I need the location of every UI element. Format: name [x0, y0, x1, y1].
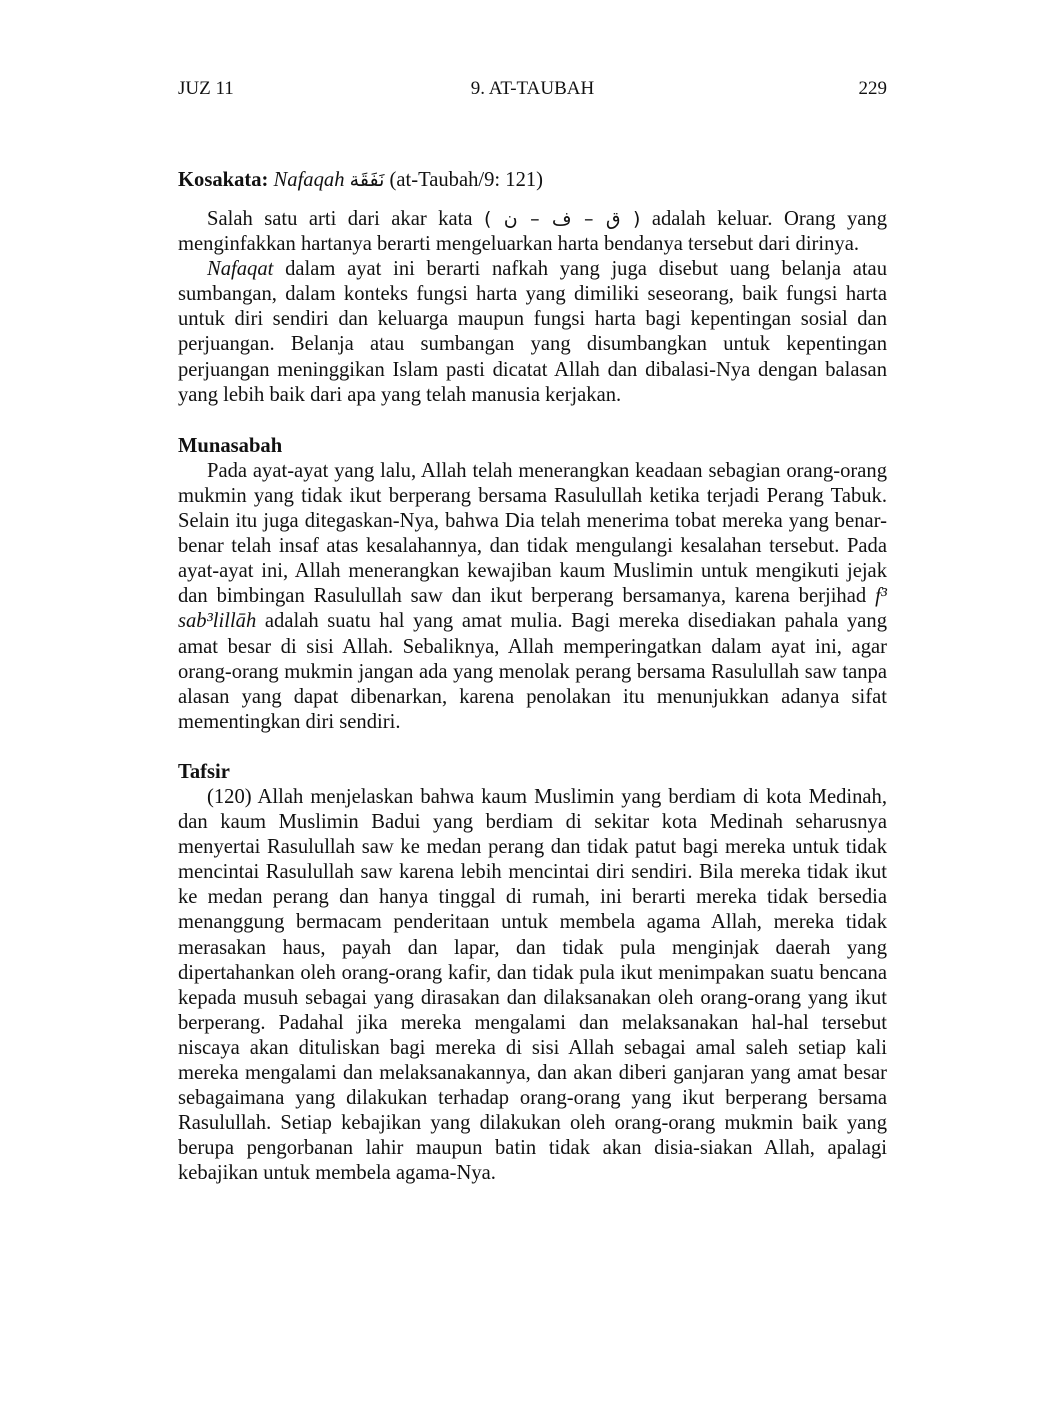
- nafaqat-term: Nafaqat: [207, 258, 274, 281]
- running-header: [178, 74, 887, 104]
- surah-title: 9. AT-TAUBAH: [470, 78, 595, 99]
- page-body: [178, 164, 887, 1186]
- kosakata-paragraph-2: [178, 257, 887, 408]
- page-number: 229: [858, 78, 887, 99]
- kosakata-heading: [178, 164, 887, 197]
- tafsir-paragraph: (120) Allah menjelaskan bahwa kaum Muslimin yang berdiam di kota Medinah, dan kaum Muslimin Badui yang berdiam di sekitar kota Medinah seharusnya menyertai Rasulullah saw ke medan perang dan tidak patut bagi mereka untuk tidak mencintai Rasulullah saw karena lebih mencintai diri sendiri. Bila mereka tidak ikut ke medan perang dan hanya tinggal di rumah, ini berarti mereka tidak bersedia menanggung bermacam penderitaan untuk membela agama Allah, mereka tidak merasakan haus, payah dan lapar, dan tidak pula menginjak daerah yang dipertahankan oleh orang-orang kafir, dan tidak pula ikut menimpakan suatu bencana kepada musuh sebagai yang dirasakan dan dilaksanakan oleh orang-orang yang ikut berperang. Padahal jika mereka mengalami dan melaksanakan hal-hal tersebut niscaya akan dituliskan bagi mereka di sisi Allah sebagai amal saleh setiap kali mereka mengalami dan melaksanakannya, dan akan diberi ganjaran yang amat besar sebagaimana yang dilakukan terhadap orang-orang yang ikut berperang bersama Rasulullah. Setiap kebajikan yang dilakukan oleh orang-orang mukmin baik yang berupa pengorbanan lahir maupun batin tidak akan disia-siakan Allah, apalagi kebajikan untuk membela agama-Nya.: [178, 785, 887, 1185]
- juz-label: JUZ 11: [178, 78, 234, 99]
- munasabah-title: Munasabah: [178, 434, 283, 457]
- kosakata-arabic: نَفَقَة: [349, 169, 385, 191]
- munasabah-text-b: adalah suatu hal yang amat mulia. Bagi mereka disediakan pahala yang amat besar di sisi Allah. Sebaliknya, Allah memperingatkan dalam ayat ini, agar orang-orang mukmin jangan ada yang menolak perang bersama Rasulullah saw tanpa alasan yang dapat dibenarkan, karena penolakan itu menunjukkan adanya sifat mementingkan diri sendiri.: [178, 610, 887, 733]
- kosakata-p2-text: dalam ayat ini berarti nafkah yang juga disebut uang belanja atau sumbangan, dalam konteks fungsi harta yang dimiliki seseorang, baik fungsi harta untuk diri sendiri dan keluarga maupun fungsi harta bagi kepentingan sosial dan perjuangan. Belanja atau sumbangan yang disumbangkan untuk kepentingan perjuangan meninggikan Islam pasti dicatat Allah dan dibalasi-Nya dengan balasan yang lebih baik dari apa yang telah manusia kerjakan.: [178, 258, 887, 406]
- kosakata-term: Nafaqah: [273, 169, 345, 191]
- root-letters: ( ق – ف – ن ): [483, 208, 641, 230]
- kosakata-label: Kosakata:: [178, 169, 269, 191]
- munasabah-paragraph: [178, 459, 887, 735]
- kosakata-paragraph-1: [178, 207, 887, 257]
- kosakata-p1-text-b: adalah keluar. Orang yang menginfakkan hartanya berarti mengeluarkan harta bendanya tersebut dari dirinya.: [178, 208, 887, 256]
- kosakata-reference: (at-Taubah/9: 121): [389, 169, 544, 191]
- fi-sabilillah-term: f³ sab³lillāh: [178, 585, 887, 633]
- munasabah-text-a: Pada ayat-ayat yang lalu, Allah telah menerangkan keadaan sebagian orang-orang mukmin yang tidak ikut berperang bersama Rasulullah ketika terjadi Perang Tabuk. Selain itu juga ditegaskan-Nya, bahwa Dia telah menerima tobat mereka yang benar-benar telah insaf atas kesalahannya, dan tidak mengulangi kesalahan tersebut. Pada ayat-ayat ini, Allah menerangkan kewajiban kaum Muslimin untuk mengikuti jejak dan bimbingan Rasulullah saw dan ikut berperang bersamanya, karena berjihad: [178, 459, 887, 608]
- kosakata-p1-text-a: Salah satu arti dari akar kata: [207, 208, 473, 230]
- tafsir-title: Tafsir: [178, 760, 230, 783]
